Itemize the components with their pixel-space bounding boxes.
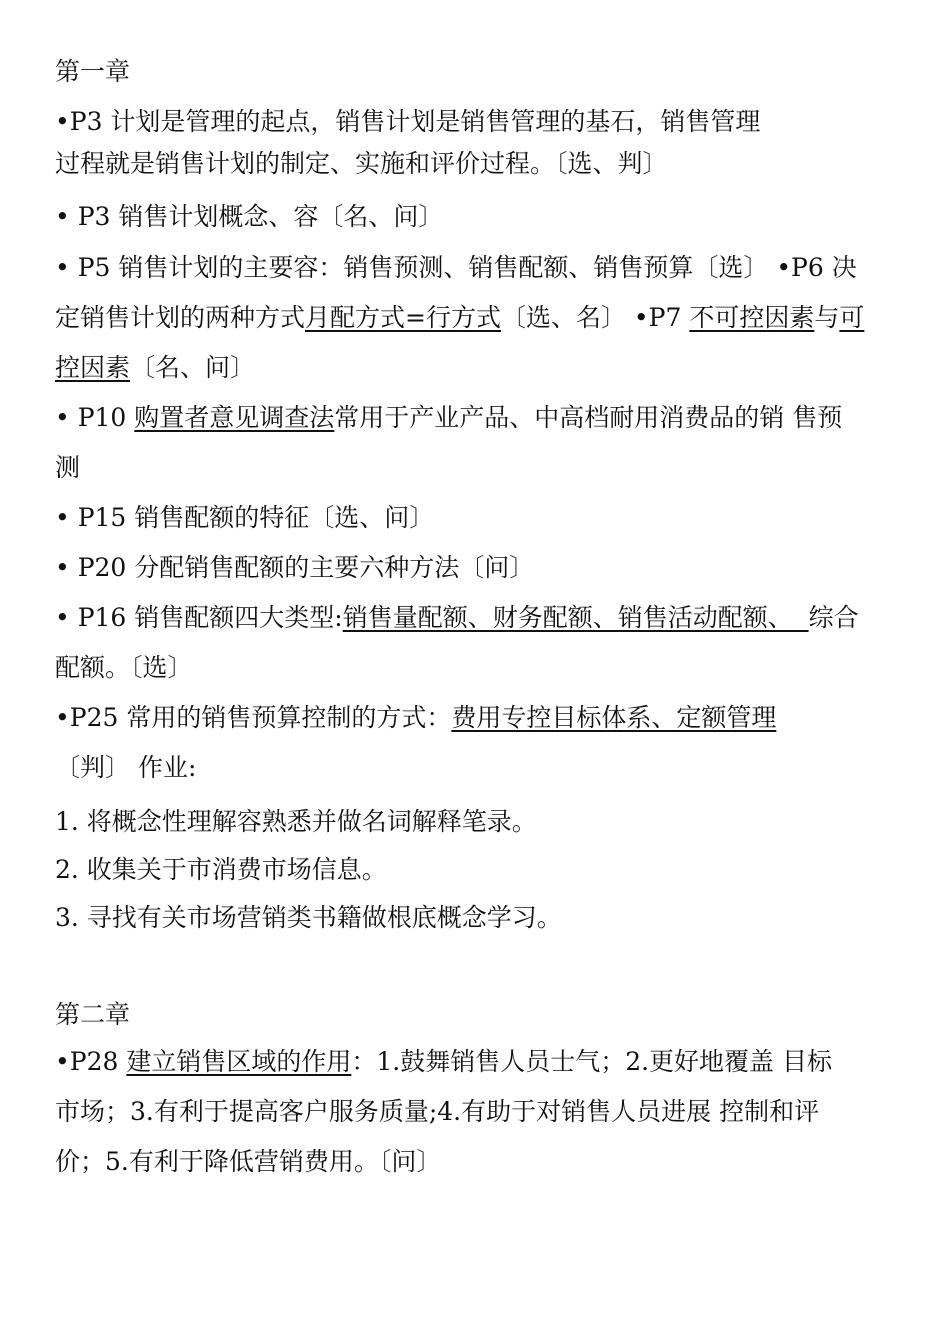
paragraph-p25-line-1 bbox=[55, 698, 776, 738]
text-segment: • P16 销售配额四大类型: bbox=[55, 603, 343, 632]
paragraph-p3-plan-line-2: 过程就是销售计划的制定、实施和评价过程。〔选、判〕 bbox=[55, 149, 668, 178]
text-segment: 常用于产业产品、中高档耐用消费品的销 售预 bbox=[334, 403, 843, 432]
homework-item-3: 3. 寻找有关市场营销类书籍做根底概念学习。 bbox=[55, 903, 562, 932]
text-segment: 综合 bbox=[808, 603, 859, 632]
underlined-term-uncontrollable-factors: 不可控因素 bbox=[689, 303, 815, 332]
paragraph-p3-concept: • P3 销售计划概念、容〔名、问〕 bbox=[55, 202, 444, 231]
paragraph-p28-line-3: 价；5.有利于降低营销费用。〔问〕 bbox=[55, 1147, 442, 1176]
paragraph-p3-plan-line-1: •P3 计划是管理的起点，销售计划是销售管理的基石，销售管理 bbox=[55, 107, 761, 136]
paragraph-p5-line-2 bbox=[55, 298, 864, 338]
homework-item-1: 1. 将概念性理解容熟悉并做名词解释笔录。 bbox=[55, 807, 537, 836]
paragraph-p5-line-3 bbox=[55, 348, 255, 388]
homework-item-2: 2. 收集关于市消费市场信息。 bbox=[55, 855, 387, 884]
paragraph-p10-line-1 bbox=[55, 398, 842, 438]
paragraph-p15: • P15 销售配额的特征〔选、问〕 bbox=[55, 503, 435, 532]
paragraph-p28-line-1 bbox=[55, 1042, 832, 1082]
text-segment: 〔选、名〕 •P7 bbox=[500, 303, 690, 332]
underlined-term-budget-control: 费用专控目标体系、定额管理 bbox=[451, 703, 777, 732]
text-segment: 定销售计划的两种方式 bbox=[55, 303, 306, 332]
paragraph-p5-line-1: • P5 销售计划的主要容：销售预测、销售配额、销售预算〔选〕 •P6 决 bbox=[55, 253, 857, 282]
text-segment: • P10 bbox=[55, 403, 135, 432]
text-segment: 与 bbox=[814, 303, 840, 332]
chapter-1-title: 第一章 bbox=[55, 57, 131, 86]
underlined-term-controllable-factors-end: 控因素 bbox=[55, 353, 131, 382]
chapter-2-title: 第二章 bbox=[55, 1000, 131, 1029]
paragraph-p16-line-1 bbox=[55, 598, 859, 638]
underlined-term-buyer-survey: 购置者意见调查法 bbox=[134, 403, 335, 432]
text-segment: •P28 bbox=[55, 1047, 127, 1076]
paragraph-p25-line-2: 〔判〕 作业: bbox=[55, 753, 197, 782]
paragraph-p20: • P20 分配销售配额的主要六种方法〔问〕 bbox=[55, 553, 535, 582]
text-segment: ：1.鼓舞销售人员士气；2.更好地覆盖 目标 bbox=[351, 1047, 832, 1076]
paragraph-p28-line-2: 市场；3.有利于提高客户服务质量;4.有助于对销售人员进展 控制和评 bbox=[55, 1097, 820, 1126]
text-segment: •P25 常用的销售预算控制的方式： bbox=[55, 703, 452, 732]
underlined-term-controllable-factors-start: 可 bbox=[839, 303, 865, 332]
underlined-term-quota-types: 销售量配额、财务配额、销售活动配额、 bbox=[342, 603, 809, 632]
underlined-term-sales-territory-role: 建立销售区域的作用 bbox=[126, 1047, 352, 1076]
paragraph-p16-line-2: 配额。〔选〕 bbox=[55, 653, 193, 682]
underlined-term-monthly-method: 月配方式=行方式 bbox=[305, 303, 501, 332]
paragraph-p10-line-2: 测 bbox=[55, 453, 81, 482]
text-segment: 〔名、问〕 bbox=[130, 353, 256, 382]
